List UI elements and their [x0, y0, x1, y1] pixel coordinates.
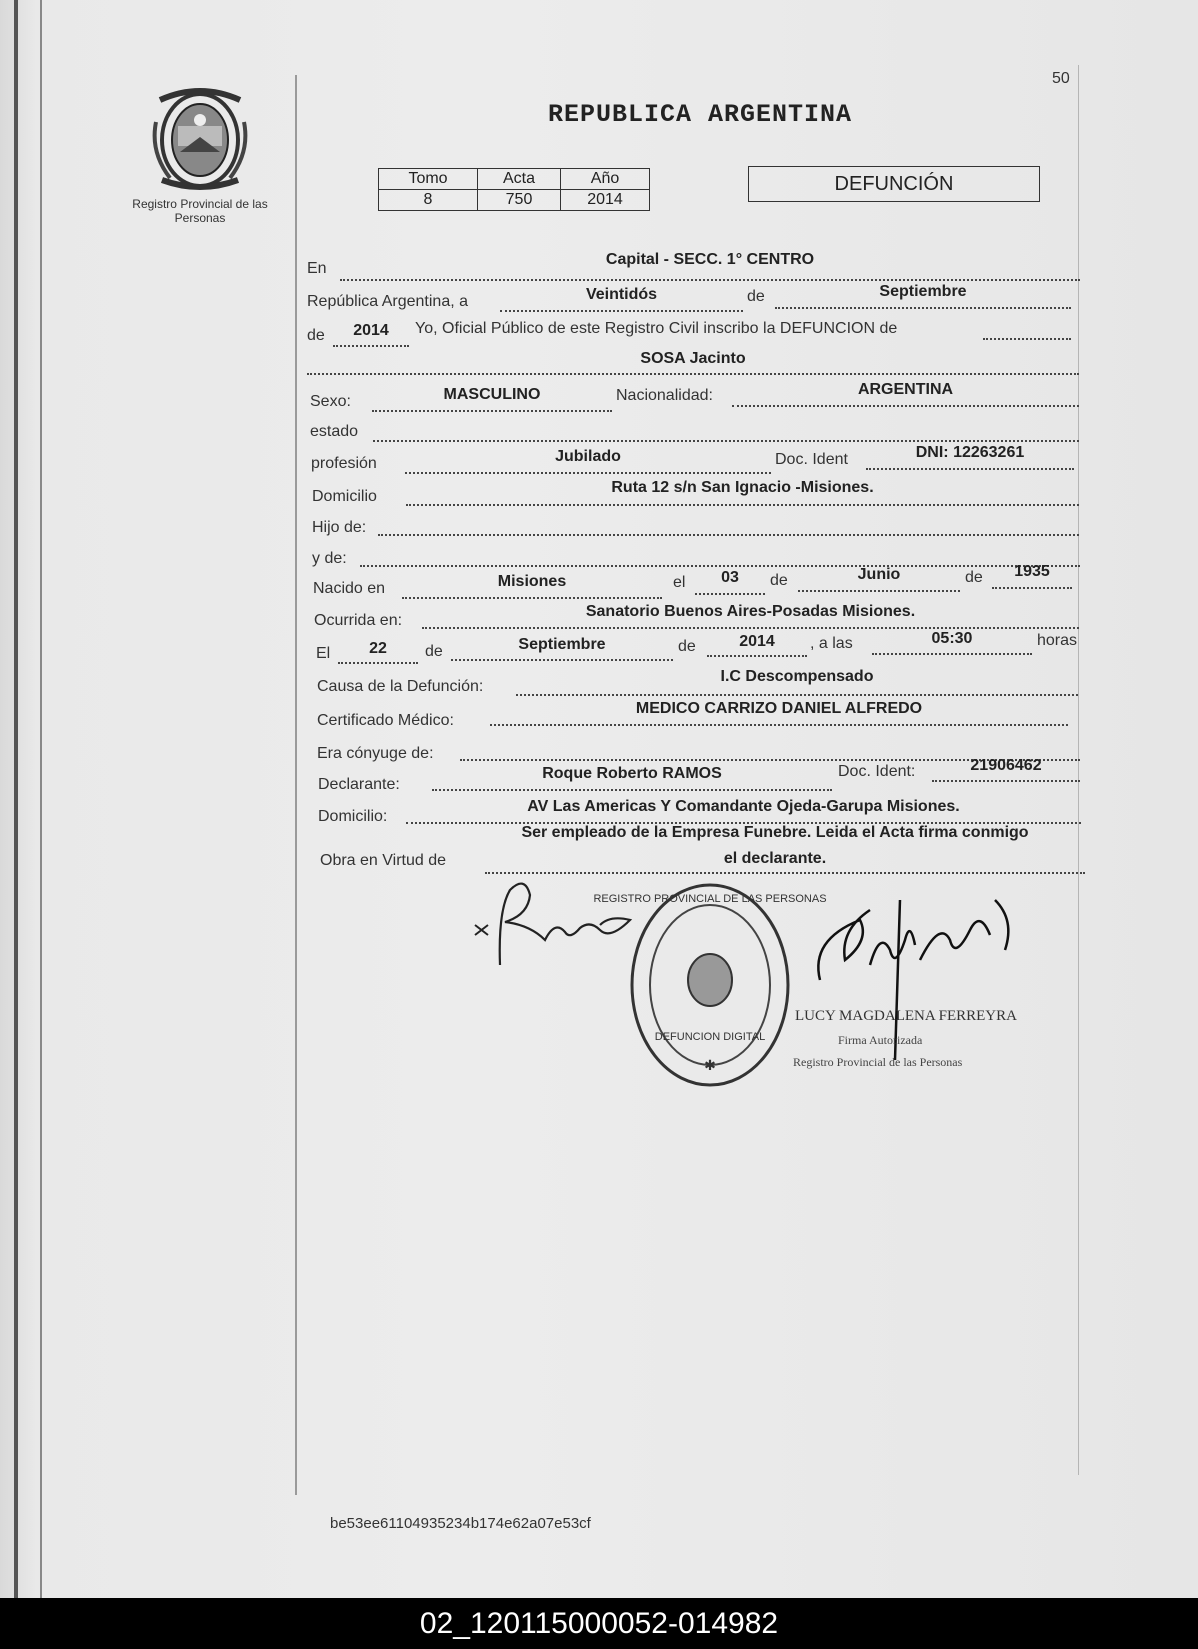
line-nac-anio	[992, 585, 1072, 589]
line-def-anio	[707, 653, 807, 657]
field-nac-anio: 1935	[1014, 563, 1050, 580]
field-obra-linea2: el declarante.	[723, 850, 827, 867]
label-de-anio: de	[307, 327, 325, 344]
header-tomo: Tomo	[379, 169, 478, 190]
line-certificado	[490, 722, 1068, 726]
field-def-anio: 2014	[739, 633, 775, 650]
line-anio	[333, 343, 409, 347]
line-nacido-en	[402, 595, 662, 599]
field-nacionalidad: ARGENTINA	[857, 381, 954, 398]
header-anio: Año	[561, 169, 650, 190]
label-ocurrida-en: Ocurrida en:	[314, 612, 403, 629]
label-sexo: Sexo:	[310, 393, 351, 410]
label-estado: estado	[310, 423, 359, 440]
line-sexo	[372, 408, 612, 412]
binding-edge-inner	[40, 0, 42, 1598]
label-el-def: El	[316, 645, 331, 662]
label-declarante: Declarante:	[318, 776, 400, 793]
label-certificado: Certificado Médico:	[317, 712, 454, 729]
document-title: REPUBLICA ARGENTINA	[547, 100, 853, 129]
field-declarante: Roque Roberto RAMOS	[542, 765, 722, 782]
field-profesion: Jubilado	[555, 448, 621, 465]
field-nac-mes: Junio	[857, 566, 901, 583]
line-doc-ident	[866, 466, 1074, 470]
line-profesion	[405, 470, 771, 474]
field-declarante-domicilio: AV Las Americas Y Comandante Ojeda-Garupa Misiones.	[527, 798, 960, 815]
label-conyuge: Era cónyuge de:	[317, 745, 434, 762]
label-doc-ident-declarante: Doc. Ident:	[838, 763, 916, 780]
field-lugar: Capital - SECC. 1° CENTRO	[605, 251, 815, 268]
label-doc-ident: Doc. Ident	[775, 451, 848, 468]
official-name: LUCY MAGDALENA FERREYRA	[795, 1008, 1017, 1024]
field-def-hora: 05:30	[931, 630, 973, 647]
label-yo: Yo, Oficial Público de este Registro Civil inscribo la DEFUNCION de	[415, 320, 898, 337]
label-en: En	[307, 260, 327, 277]
line-estado	[373, 438, 1079, 442]
line-dia	[500, 308, 743, 312]
label-domicilio: Domicilio	[312, 488, 377, 505]
label-de-mes: de	[747, 288, 765, 305]
line-nac-dia	[695, 591, 765, 595]
field-mes: Septiembre	[879, 283, 967, 300]
line-domicilio	[406, 502, 1079, 506]
registry-label: Registro Provincial de las Personas	[132, 197, 268, 225]
label-a-las: , a las	[810, 635, 853, 652]
binding-edge	[14, 0, 18, 1598]
stamp-inner-text: DEFUNCION DIGITAL	[654, 1031, 766, 1043]
svg-text:✱: ✱	[704, 1057, 716, 1073]
margin-line	[295, 75, 297, 1495]
line-doc-ident-declarante	[932, 778, 1080, 782]
line-mes	[775, 305, 1071, 309]
label-causa: Causa de la Defunción:	[317, 678, 484, 695]
label-domicilio-declarante: Domicilio:	[318, 808, 388, 825]
field-nacido-en: Misiones	[497, 573, 567, 590]
field-def-dia: 22	[369, 640, 387, 657]
field-doc-ident: DNI: 12263261	[915, 444, 1025, 461]
scan-footer-code: 02_120115000052-014982	[0, 1598, 1198, 1649]
field-ocurrida-en: Sanatorio Buenos Aires-Posadas Misiones.	[585, 603, 916, 620]
field-declarante-doc: 21906462	[970, 757, 1042, 774]
misiones-crest-icon	[150, 82, 250, 194]
official-office: Registro Provincial de las Personas	[793, 1055, 963, 1069]
field-anio: 2014	[353, 322, 389, 339]
field-dia-letras: Veintidós	[585, 286, 658, 303]
record-type-box: DEFUNCIÓN	[748, 166, 1040, 202]
stamp-outer-text: REGISTRO PROVINCIAL DE LAS PERSONAS	[593, 893, 827, 905]
value-acta: 750	[478, 190, 561, 211]
line-nombre	[307, 371, 1079, 375]
line-declarante	[432, 787, 832, 791]
label-nacido-en: Nacido en	[313, 580, 386, 597]
declarant-signature-icon	[470, 870, 640, 980]
header-acta: Acta	[478, 169, 561, 190]
record-table	[378, 168, 650, 211]
line-hijo-de	[378, 532, 1079, 536]
label-de-nac-mes: de	[770, 572, 788, 589]
line-causa	[516, 692, 1078, 696]
label-de-def-mes: de	[425, 643, 443, 660]
field-certificado: MEDICO CARRIZO DANIEL ALFREDO	[635, 700, 923, 717]
line-en	[340, 277, 1080, 281]
label-profesion: profesión	[311, 455, 377, 472]
field-domicilio: Ruta 12 s/n San Ignacio -Misiones.	[611, 479, 874, 496]
line-nac-mes	[798, 588, 960, 592]
line-yo	[983, 336, 1071, 340]
line-def-mes	[451, 657, 673, 661]
line-nacionalidad	[732, 403, 1079, 407]
field-def-mes: Septiembre	[518, 636, 606, 653]
field-nac-dia: 03	[721, 569, 739, 586]
official-stamp-icon	[593, 880, 827, 1090]
field-nombre: SOSA Jacinto	[640, 350, 746, 367]
line-y-de	[360, 563, 1080, 567]
official-role: Firma Autorizada	[838, 1033, 923, 1047]
label-nacionalidad: Nacionalidad:	[616, 387, 713, 404]
label-republica: República Argentina, a	[307, 293, 468, 310]
line-ocurrida-en	[422, 625, 1079, 629]
label-de-def-anio: de	[678, 638, 696, 655]
line-def-hora	[872, 651, 1032, 655]
document-hash: be53ee61104935234b174e62a07e53cf	[330, 1515, 591, 1532]
label-hijo-de: Hijo de:	[312, 519, 367, 536]
field-causa: I.C Descompensado	[720, 668, 874, 685]
line-def-dia	[338, 660, 418, 664]
label-el: el	[673, 574, 686, 591]
label-de-nac-anio: de	[965, 569, 983, 586]
label-horas: horas	[1037, 632, 1078, 649]
page-number: 50	[1052, 70, 1070, 87]
field-obra-linea1: Ser empleado de la Empresa Funebre. Leida el Acta firma conmigo	[521, 824, 1029, 841]
value-anio: 2014	[561, 190, 650, 211]
value-tomo: 8	[379, 190, 478, 211]
label-y-de: y de:	[312, 550, 347, 567]
label-obra: Obra en Virtud de	[320, 852, 447, 869]
field-sexo: MASCULINO	[443, 386, 541, 403]
